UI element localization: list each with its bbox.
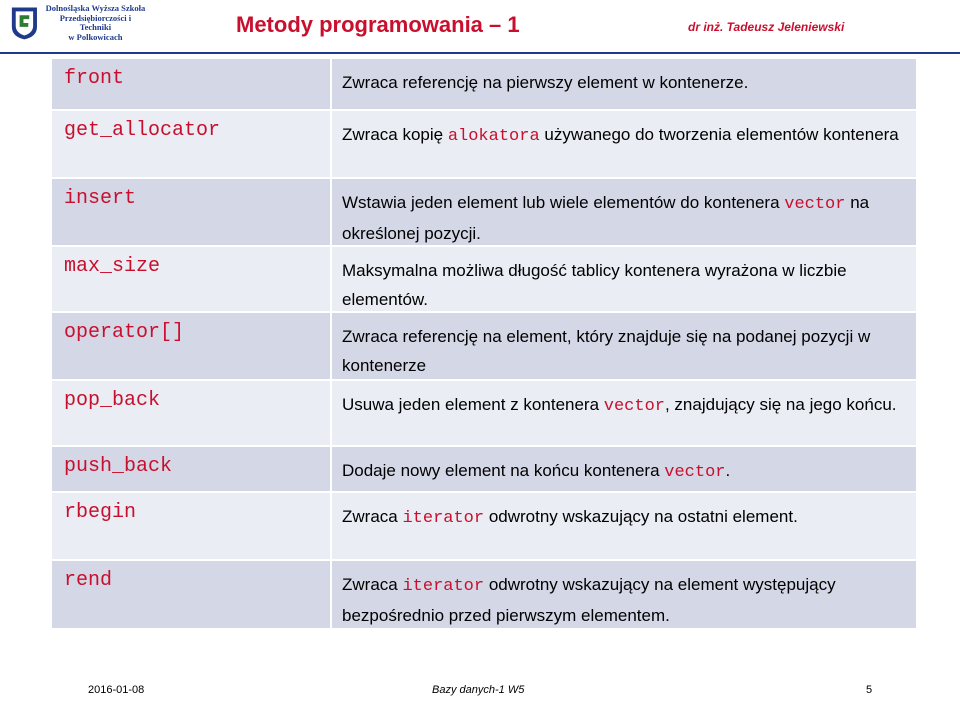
author: dr inż. Tadeusz Jeleniewski bbox=[688, 20, 845, 34]
method-description: Zwraca referencję na element, który znajduje się na podanej pozycji w kontenerze bbox=[330, 313, 916, 379]
table-row bbox=[52, 111, 916, 177]
method-description: Maksymalna możliwa długość tablicy kontenera wyrażona w liczbie elementów. bbox=[330, 247, 916, 311]
method-description: Zwraca kopię alokatora używanego do tworzenia elementów kontenera bbox=[330, 111, 916, 177]
footer-subject: Bazy danych-1 W5 bbox=[432, 684, 525, 696]
table-row bbox=[52, 561, 916, 628]
method-name: get_allocator bbox=[52, 111, 330, 177]
method-description: Usuwa jeden element z kontenera vector, znajdujący się na jego końcu. bbox=[330, 381, 916, 445]
slide-header bbox=[0, 0, 960, 52]
logo-line: w Polkowicach bbox=[68, 31, 123, 42]
method-description: Zwraca referencję na pierwszy element w kontenerze. bbox=[330, 59, 916, 109]
university-logo bbox=[8, 3, 146, 43]
table-row bbox=[52, 447, 916, 491]
method-name: rend bbox=[52, 561, 330, 628]
slide-title: Metody programowania – 1 bbox=[236, 12, 520, 37]
logo-icon bbox=[8, 5, 41, 41]
table-row bbox=[52, 313, 916, 379]
methods-table bbox=[52, 59, 916, 628]
page-number: 5 bbox=[866, 684, 873, 696]
logo-line: Dolnośląska Wyższa Szkoła bbox=[45, 3, 146, 13]
method-description: Zwraca iterator odwrotny wskazujący na element występujący bezpośrednio przed pierwszym elementem. bbox=[330, 561, 916, 628]
method-name: pop_back bbox=[52, 381, 330, 445]
logo-line: Przedsiębiorczości i Techniki bbox=[59, 12, 132, 32]
footer-date: 2016-01-08 bbox=[88, 684, 145, 696]
table-row bbox=[52, 493, 916, 559]
method-description: Wstawia jeden element lub wiele elementów do kontenera vector na określonej pozycji. bbox=[330, 179, 916, 245]
method-name: front bbox=[52, 59, 330, 109]
table-row bbox=[52, 381, 916, 445]
method-name: operator[] bbox=[52, 313, 330, 379]
method-description: Zwraca iterator odwrotny wskazujący na ostatni element. bbox=[330, 493, 916, 559]
table-row bbox=[52, 59, 916, 109]
method-name: insert bbox=[52, 179, 330, 245]
method-name: rbegin bbox=[52, 493, 330, 559]
method-name: push_back bbox=[52, 447, 330, 491]
header-divider bbox=[0, 52, 960, 54]
method-name: max_size bbox=[52, 247, 330, 311]
table-row bbox=[52, 247, 916, 311]
method-description: Dodaje nowy element na końcu kontenera vector. bbox=[330, 447, 916, 491]
table-row bbox=[52, 179, 916, 245]
